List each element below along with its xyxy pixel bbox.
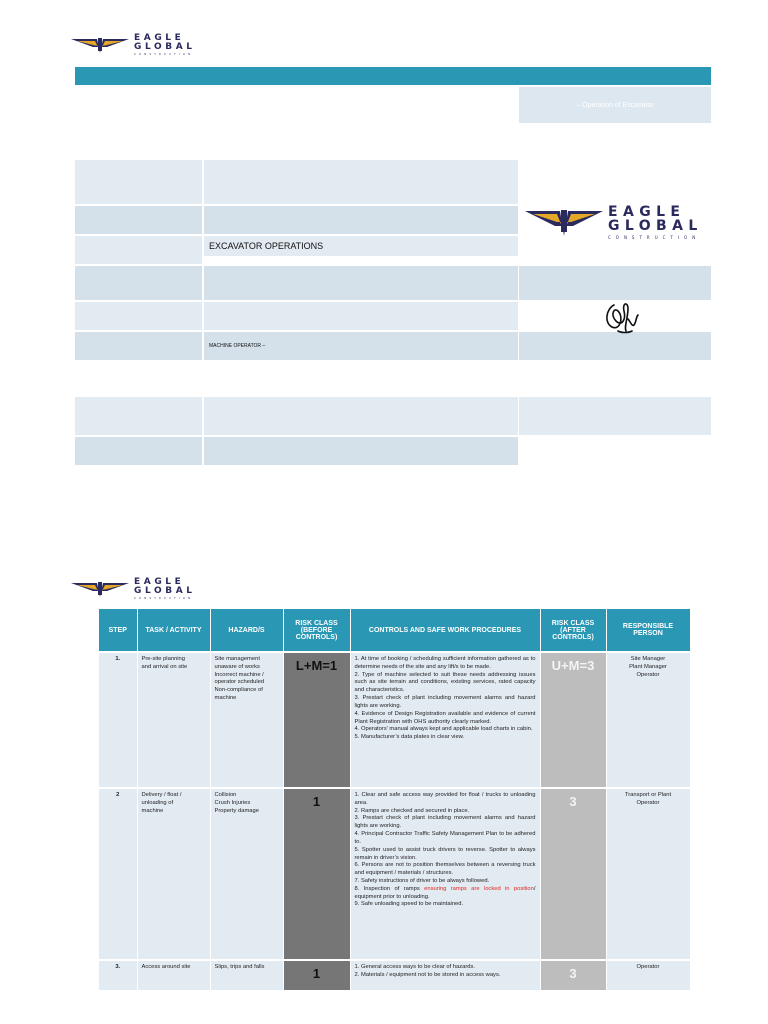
control-item-8: 8. Inspection of ramps ensuring ramps are locked in position/ equipment prior to unloading. [354,885,536,900]
eagle-emblem-icon [71,36,129,54]
risk-after-cell: U+M=3 [540,652,606,788]
info-label-cell-5 [75,302,202,330]
table-header-row [99,609,690,652]
logo-word-eagle: EAGLE [608,204,686,220]
info-value-cell-5 [204,302,518,330]
table-row [99,788,690,960]
header-hazards: HAZARD/S [210,609,283,652]
activity-cell [204,236,518,256]
logo-word-eagle: EAGLE [134,577,185,587]
header-controls: CONTROLS AND SAFE WORK PROCEDURES [350,609,540,652]
header-responsible: RESPONSIBLE PERSON [606,609,690,652]
activity-name: EXCAVATOR OPERATIONS [209,241,324,251]
table-row [99,960,690,990]
controls-cell: 1. Clear and safe access way provided for float / trucks to unloading area. 2. Ramps are checked and secured in place. 3. Prestart check of plant including movement alarms and hazard lights are working. 4. Principal Contractor Traffic Safety Management Plan to be adhered to. 5. Spotter used to assist truck drivers to reverse. Spotter to always remain in driver’s vision. 6. Persons are not to position themselves between a reversing truck and equipment / materials / structures. 7. Safety instructions of driver to be always followed. 8. Inspection of ramps ensuring ramps are locked in position/ equipment prior to unloading. 9. Safe unloading speed to be maintained. [350,788,540,960]
eagle-emblem-icon [525,208,603,238]
info-value-cell-1 [204,160,518,204]
signature-icon [600,297,644,337]
operation-title: – Operation of Excavator [576,101,654,109]
risk-after-cell: 3 [540,788,606,960]
info-right-cell-4 [519,266,711,300]
hazards-cell: Slips, trips and falls [210,960,283,990]
header-step: STEP [99,609,137,652]
controls-cell: 1. At time of booking / scheduling sufficient information gathered as to determine needs of the site and any lift/s to be made. 2. Type of machine selected to suit these needs addressing issues such as site terrain and conditions, existing services, rated capacity and characteristics. 3. Prestart check of plant including movement alarms and hazard lights are working. 4. Evidence of Design Registration available and evidence of current Plant Registration with OHS authority clearly marked. 4. Operators’ manual always kept and applicable load charts in cabin. 5. Manufacturer’s data plates in clear view. [350,652,540,788]
risk-before-cell: 1 [283,788,350,960]
company-logo-page2 [71,578,196,600]
info-value-cell-2 [204,206,518,234]
risk-assessment-table [99,609,691,990]
info-label-cell-2 [75,206,202,234]
info-label-cell-1 [75,160,202,204]
info-right-cell-7 [519,397,711,435]
hazards-cell: Site management unaware of works Incorrect machine / operator scheduled Non-compliance of machine [210,652,283,788]
operation-title-box [519,87,711,123]
responsible-cell: Operator [606,960,690,990]
task-cell: Pre-site planning and arrival on site [137,652,210,788]
task-cell: Delivery / float / unloading of machine [137,788,210,960]
responsible-cell: Site Manager Plant Manager Operator [606,652,690,788]
header-risk-before: RISK CLASS (BEFORE CONTROLS) [283,609,350,652]
logo-word-eagle: EAGLE [134,33,185,43]
step-cell: 1. [99,652,137,788]
info-label-cell-4 [75,266,202,300]
controls-cell: 1. General access ways to be clear of hazards. 2. Materials / equipment not to be stored in access ways. [350,960,540,990]
step-cell: 3. [99,960,137,990]
title-bar [75,67,711,85]
company-logo-top [71,34,196,56]
info-value-cell-7 [204,397,518,435]
info-label-cell-8 [75,437,202,465]
header-risk-after: RISK CLASS (AFTER CONTROLS) [540,609,606,652]
step-cell: 2 [99,788,137,960]
header-task: TASK / ACTIVITY [137,609,210,652]
task-cell: Access around site [137,960,210,990]
risk-before-cell: 1 [283,960,350,990]
eagle-emblem-icon [71,580,129,598]
logo-subtitle: CONSTRUCTION [134,597,194,600]
info-label-cell-7 [75,397,202,435]
info-value-cell-4 [204,266,518,300]
logo-word-global: GLOBAL [134,586,196,596]
role-cell [204,332,518,360]
risk-before-cell: L+M=1 [283,652,350,788]
logo-word-global: GLOBAL [608,218,703,234]
logo-subtitle: CONSTRUCTION [134,53,194,56]
info-value-cell-8 [204,437,518,465]
risk-after-cell: 3 [540,960,606,990]
logo-word-global: GLOBAL [134,42,196,52]
role-name: MACHINE OPERATOR – [209,343,266,349]
responsible-cell: Transport or Plant Operator [606,788,690,960]
logo-subtitle: CONSTRUCTION [608,235,701,240]
hazards-cell: Collision Crush Injuries Property damage [210,788,283,960]
highlighted-control-text: ensuring ramps are locked in position [424,885,534,892]
info-label-cell-6 [75,332,202,360]
company-logo-large [525,205,703,240]
info-label-cell-3 [75,236,202,264]
table-row [99,652,690,788]
